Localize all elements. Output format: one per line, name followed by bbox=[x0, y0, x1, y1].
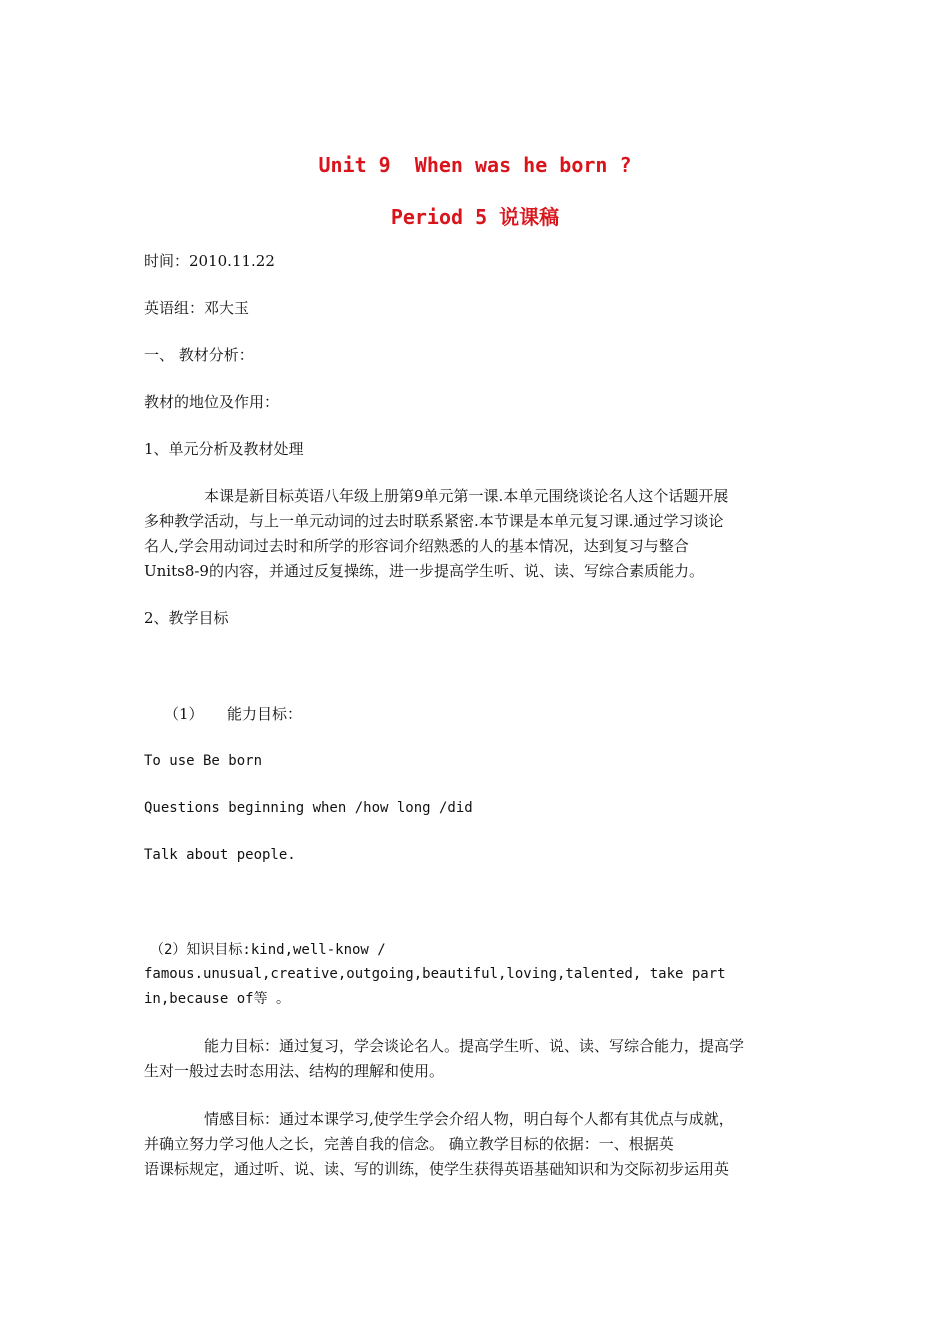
goal1-item: To use Be born bbox=[144, 753, 263, 769]
time-line: 时间：2010.11.22 bbox=[144, 252, 275, 270]
goal2-line: famous.unusual,creative,outgoing,beautiful,loving,talented, take part bbox=[144, 966, 726, 982]
document-subtitle: Period 5 说课稿 bbox=[390, 205, 560, 229]
goal2-line: （2）知识目标:kind,well-know / bbox=[150, 942, 386, 958]
para1-line: 多种教学活动，与上一单元动词的过去时联系紧密.本节课是本单元复习课.通过学习谈论 bbox=[144, 512, 724, 530]
para1-line: 本课是新目标英语八年级上册第9单元第一课.本单元围绕谈论名人这个话题开展 bbox=[204, 487, 729, 505]
ability-line: 生对一般过去时态用法、结构的理解和使用。 bbox=[144, 1062, 445, 1080]
emotion-line: 语课标规定，通过听、说、读、写的训练，使学生获得英语基础知识和为交际初步运用英 bbox=[144, 1160, 730, 1178]
section-heading: 一、 教材分析： bbox=[144, 346, 254, 364]
para1-line: Units8-9的内容，并通过反复操练，进一步提高学生听、说、读、写综合素质能力。 bbox=[144, 562, 704, 580]
goal1-number: （1） bbox=[164, 705, 204, 723]
emotion-line: 情感目标：通过本课学习,使学生学会介绍人物，明白每个人都有其优点与成就， bbox=[204, 1110, 734, 1128]
item2-heading: 2、教学目标 bbox=[144, 609, 229, 627]
document-title: Unit 9 When was he born ? bbox=[318, 153, 632, 177]
emotion-line: 并确立努力学习他人之长，完善自我的信念。 确立教学目标的依据：一、根据英 bbox=[144, 1135, 674, 1153]
goal1-item: Questions beginning when /how long /did bbox=[144, 800, 473, 816]
goal1-label: 能力目标： bbox=[227, 705, 303, 723]
position-role-heading: 教材的地位及作用： bbox=[144, 393, 280, 411]
goal2-line: in,because of等 。 bbox=[144, 991, 291, 1007]
goal1-item: Talk about people. bbox=[144, 847, 296, 863]
para1-line: 名人,学会用动词过去时和所学的形容词介绍熟悉的人的基本情况，达到复习与整合 bbox=[144, 537, 689, 555]
group-line: 英语组：邓大玉 bbox=[144, 299, 250, 317]
ability-line: 能力目标：通过复习，学会谈论名人。提高学生听、说、读、写综合能力，提高学 bbox=[204, 1037, 745, 1055]
item1-heading: 1、单元分析及教材处理 bbox=[144, 440, 304, 458]
